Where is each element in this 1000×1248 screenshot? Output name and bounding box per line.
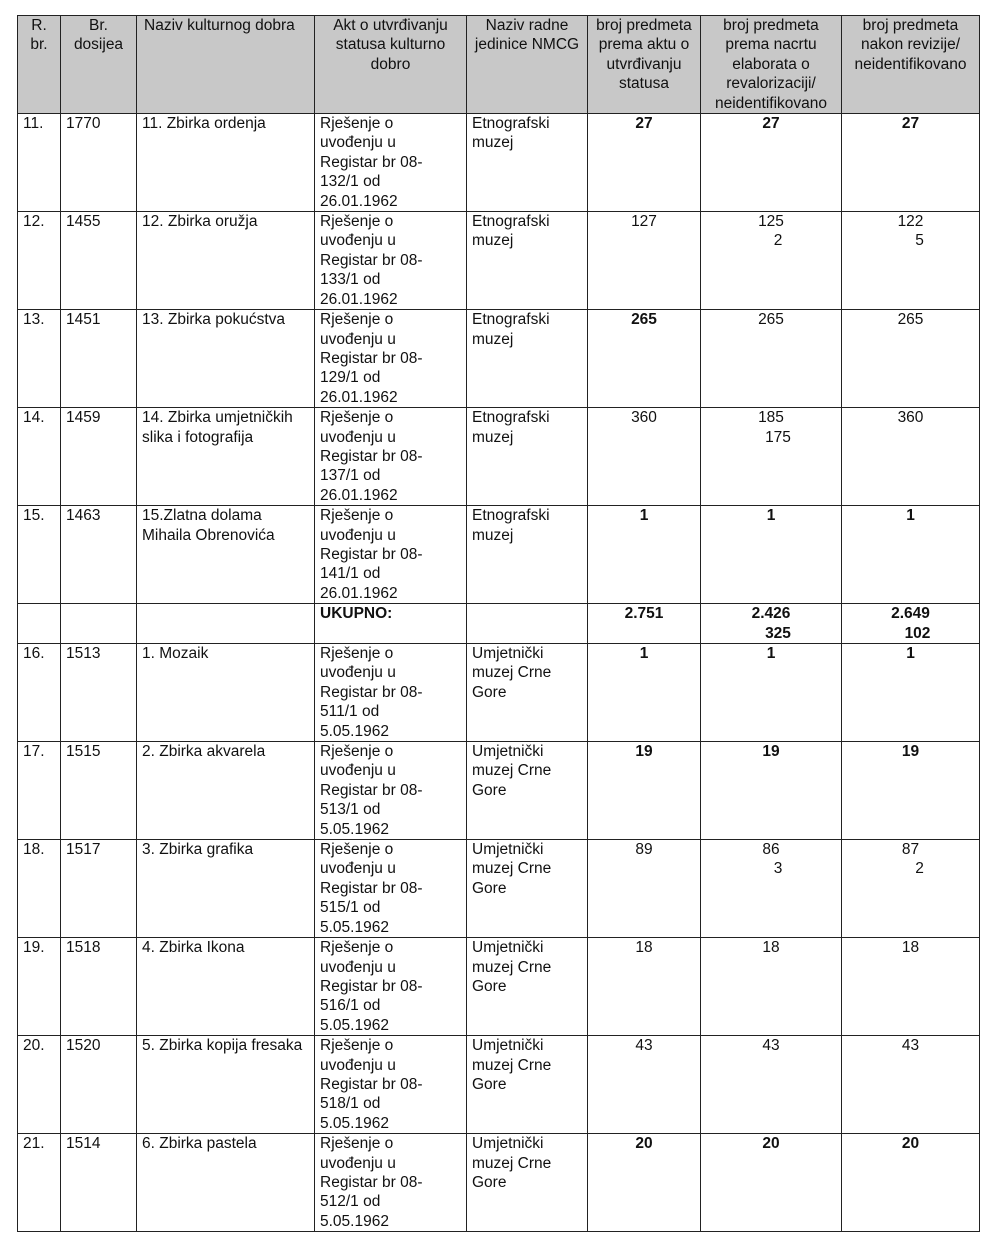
count-by-draft: [701, 938, 842, 1036]
header-akt: Akt o utvrđivanju statusa kulturno dobro: [315, 16, 467, 114]
row-number: 13.: [18, 310, 61, 408]
total-empty: [61, 604, 137, 644]
count-by-act: 1: [588, 644, 701, 742]
status-act-line: 511/1 od: [320, 703, 380, 721]
unit-name: Umjetnički muzej Crne Gore: [467, 644, 588, 742]
status-act-line: uvođenju u: [320, 428, 396, 446]
count-by-draft-value: 20: [762, 1135, 780, 1153]
count-by-draft: [701, 212, 842, 310]
status-act-line: Rješenje o: [320, 841, 394, 859]
status-act-line: Rješenje o: [320, 939, 394, 957]
row-number: 20.: [18, 1036, 61, 1134]
count-after-revision: [842, 212, 980, 310]
row-number: 19.: [18, 938, 61, 1036]
table-row: [18, 310, 980, 408]
status-act-line: 515/1 od: [320, 899, 381, 917]
table-row: [18, 1134, 980, 1232]
header-dosije: Br. dosijea: [61, 16, 137, 114]
status-act-line: Rješenje o: [320, 507, 394, 525]
dossier-number: 1459: [61, 408, 137, 506]
unit-name: Umjetnički muzej Crne Gore: [467, 938, 588, 1036]
header-rbr: R. br.: [18, 16, 61, 114]
status-act-line: Registar br 08-: [320, 251, 423, 269]
total-count-after-revision-value: 2.649: [891, 605, 930, 623]
dossier-number: 1517: [61, 840, 137, 938]
unit-name: Umjetnički muzej Crne Gore: [467, 1036, 588, 1134]
count-by-draft-unidentified: 175: [765, 428, 791, 446]
unit-name: Etnografski muzej: [467, 114, 588, 212]
count-after-revision-value: 1: [906, 507, 915, 525]
table-row: [18, 212, 980, 310]
count-by-draft: [701, 742, 842, 840]
count-after-revision: [842, 742, 980, 840]
row-number: 15.: [18, 506, 61, 604]
heritage-name: 3. Zbirka grafika: [137, 840, 315, 938]
total-empty: [18, 604, 61, 644]
status-act-line: Registar br 08-: [320, 1173, 423, 1191]
count-by-draft-value: 265: [758, 311, 784, 329]
count-after-revision-unidentified: 5: [915, 232, 924, 250]
count-by-act: 19: [588, 742, 701, 840]
table-row: [18, 644, 980, 742]
table-row: [18, 114, 980, 212]
header-jedinica: Naziv radne jedinice NMCG: [467, 16, 588, 114]
unit-name: Etnografski muzej: [467, 212, 588, 310]
status-act-line: 26.01.1962: [320, 388, 398, 406]
register-table: [17, 15, 980, 1232]
header-row: [18, 16, 980, 114]
row-number: 12.: [18, 212, 61, 310]
count-after-revision-value: 20: [901, 1135, 920, 1153]
status-act-line: uvođenju u: [320, 330, 396, 348]
count-after-revision-value: 43: [901, 1037, 920, 1055]
status-act-line: 5.05.1962: [320, 1212, 389, 1230]
status-act-line: 129/1 od: [320, 369, 381, 387]
total-label: UKUPNO:: [315, 604, 467, 644]
unit-name: Etnografski muzej: [467, 408, 588, 506]
status-act-line: Registar br 08-: [320, 683, 423, 701]
status-act-line: Rješenje o: [320, 1037, 394, 1055]
count-by-act: 20: [588, 1134, 701, 1232]
status-act: [315, 840, 467, 938]
table-row: [18, 408, 980, 506]
total-count-by-draft-value: 2.426: [751, 605, 791, 623]
status-act-line: uvođenju u: [320, 134, 396, 152]
status-act-line: Registar br 08-: [320, 781, 423, 799]
count-by-draft-value: 86: [762, 841, 780, 859]
status-act-line: uvođenju u: [320, 860, 396, 878]
unit-name: Etnografski muzej: [467, 310, 588, 408]
dossier-number: 1515: [61, 742, 137, 840]
dossier-number: 1513: [61, 644, 137, 742]
status-act-line: Rješenje o: [320, 409, 394, 427]
total-count-by-act: 2.751: [588, 604, 701, 644]
count-by-draft-value: 19: [762, 743, 780, 761]
status-act: [315, 506, 467, 604]
dossier-number: 1518: [61, 938, 137, 1036]
count-by-draft: [701, 644, 842, 742]
unit-name: Umjetnički muzej Crne Gore: [467, 742, 588, 840]
total-row: [18, 604, 980, 644]
status-act-line: 5.05.1962: [320, 1114, 389, 1132]
status-act: [315, 408, 467, 506]
count-by-act: 1: [588, 506, 701, 604]
status-act-line: 5.05.1962: [320, 918, 389, 936]
status-act: [315, 212, 467, 310]
unit-name: Umjetnički muzej Crne Gore: [467, 1134, 588, 1232]
count-by-draft: [701, 840, 842, 938]
header-broj-akt: broj predmeta prema aktu o utvrđivanju statusa: [588, 16, 701, 114]
heritage-name: 1. Mozaik: [137, 644, 315, 742]
count-after-revision: [842, 114, 980, 212]
total-empty: [137, 604, 315, 644]
status-act-line: Rješenje o: [320, 311, 394, 329]
status-act-line: Registar br 08-: [320, 153, 423, 171]
count-by-draft-value: 125: [758, 213, 784, 231]
status-act-line: 518/1 od: [320, 1095, 381, 1113]
header-broj-nacrt: broj predmeta prema nacrtu elaborata o revalorizaciji/ neidentifikovano: [701, 16, 842, 114]
dossier-number: 1520: [61, 1036, 137, 1134]
count-after-revision: [842, 408, 980, 506]
count-by-draft: [701, 506, 842, 604]
status-act-line: Rješenje o: [320, 743, 394, 761]
row-number: 16.: [18, 644, 61, 742]
heritage-name: 6. Zbirka pastela: [137, 1134, 315, 1232]
dossier-number: 1770: [61, 114, 137, 212]
heritage-name: 12. Zbirka oružja: [137, 212, 315, 310]
count-by-act: 127: [588, 212, 701, 310]
total-count-after-revision: [842, 604, 980, 644]
status-act: [315, 1134, 467, 1232]
heritage-name: 15.Zlatna dolama Mihaila Obrenovića: [137, 506, 315, 604]
count-by-draft: [701, 1134, 842, 1232]
header-naziv: Naziv kulturnog dobra: [137, 16, 315, 114]
count-by-act: 27: [588, 114, 701, 212]
count-by-draft: [701, 1036, 842, 1134]
count-by-act: 360: [588, 408, 701, 506]
heritage-name: 11. Zbirka ordenja: [137, 114, 315, 212]
status-act: [315, 310, 467, 408]
status-act-line: 5.05.1962: [320, 722, 389, 740]
count-by-act: 89: [588, 840, 701, 938]
status-act-line: Rješenje o: [320, 213, 394, 231]
heritage-name: 4. Zbirka Ikona: [137, 938, 315, 1036]
status-act: [315, 938, 467, 1036]
row-number: 11.: [18, 114, 61, 212]
count-by-draft-value: 185: [758, 409, 784, 427]
total-count-by-draft: [701, 604, 842, 644]
status-act-line: Rješenje o: [320, 1135, 394, 1153]
dossier-number: 1455: [61, 212, 137, 310]
count-after-revision-value: 19: [901, 743, 920, 761]
header-broj-revizija: broj predmeta nakon revizije/ neidentifikovano: [842, 16, 980, 114]
unit-name: Umjetnički muzej Crne Gore: [467, 840, 588, 938]
status-act-line: uvođenju u: [320, 664, 396, 682]
status-act-line: uvođenju u: [320, 232, 396, 250]
status-act: [315, 644, 467, 742]
count-after-revision-value: 360: [897, 409, 924, 427]
status-act-line: 26.01.1962: [320, 486, 398, 504]
dossier-number: 1463: [61, 506, 137, 604]
status-act-line: 5.05.1962: [320, 1016, 389, 1034]
table-row: [18, 1036, 980, 1134]
count-by-draft-value: 1: [766, 507, 776, 525]
status-act-line: 512/1 od: [320, 1193, 381, 1211]
row-number: 14.: [18, 408, 61, 506]
status-act-line: 26.01.1962: [320, 192, 398, 210]
count-by-draft-unidentified: 2: [773, 232, 783, 250]
status-act-line: uvođenju u: [320, 526, 396, 544]
status-act-line: Registar br 08-: [320, 879, 423, 897]
row-number: 21.: [18, 1134, 61, 1232]
total-count-by-draft-unidentified: 325: [765, 624, 791, 642]
count-by-act: 18: [588, 938, 701, 1036]
status-act-line: uvođenju u: [320, 1154, 396, 1172]
table-row: [18, 840, 980, 938]
status-act-line: uvođenju u: [320, 1056, 396, 1074]
status-act-line: 516/1 od: [320, 997, 381, 1015]
status-act-line: Registar br 08-: [320, 1075, 423, 1093]
status-act-line: uvođenju u: [320, 958, 396, 976]
status-act-line: 141/1 od: [320, 565, 381, 583]
count-after-revision-value: 18: [901, 939, 920, 957]
table-row: [18, 938, 980, 1036]
status-act-line: 133/1 od: [320, 271, 381, 289]
count-after-revision-value: 122: [897, 213, 924, 231]
count-by-draft: [701, 114, 842, 212]
count-by-draft-value: 43: [762, 1037, 780, 1055]
total-empty: [467, 604, 588, 644]
status-act-line: Registar br 08-: [320, 545, 423, 563]
status-act-line: 26.01.1962: [320, 584, 398, 602]
count-after-revision-value: 87: [901, 841, 920, 859]
count-after-revision: [842, 938, 980, 1036]
table-row: [18, 742, 980, 840]
status-act-line: Registar br 08-: [320, 977, 423, 995]
unit-name: Etnografski muzej: [467, 506, 588, 604]
status-act-line: Registar br 08-: [320, 349, 423, 367]
count-by-draft-value: 1: [766, 645, 776, 662]
status-act: [315, 114, 467, 212]
status-act-line: Rješenje o: [320, 645, 394, 662]
status-act-line: 26.01.1962: [320, 290, 398, 308]
count-after-revision: [842, 1036, 980, 1134]
count-by-draft: [701, 310, 842, 408]
count-by-act: 265: [588, 310, 701, 408]
count-after-revision-value: 27: [901, 115, 920, 133]
count-after-revision-value: 265: [897, 311, 924, 329]
count-after-revision-value: 1: [906, 645, 915, 662]
count-after-revision: [842, 506, 980, 604]
row-number: 18.: [18, 840, 61, 938]
status-act-line: 137/1 od: [320, 467, 381, 485]
status-act: [315, 742, 467, 840]
count-by-draft-value: 18: [762, 939, 780, 957]
status-act: [315, 1036, 467, 1134]
dossier-number: 1451: [61, 310, 137, 408]
status-act-line: Rješenje o: [320, 115, 394, 133]
status-act-line: uvođenju u: [320, 762, 396, 780]
total-count-after-revision-unidentified: 102: [904, 624, 931, 642]
count-after-revision: [842, 310, 980, 408]
heritage-name: 14. Zbirka umjetničkih slika i fotografija: [137, 408, 315, 506]
status-act-line: Registar br 08-: [320, 447, 423, 465]
count-after-revision: [842, 644, 980, 742]
count-by-draft-unidentified: 3: [773, 860, 783, 878]
status-act-line: 513/1 od: [320, 801, 381, 819]
heritage-name: 13. Zbirka pokućstva: [137, 310, 315, 408]
heritage-name: 5. Zbirka kopija fresaka: [137, 1036, 315, 1134]
status-act-line: 132/1 od: [320, 173, 381, 191]
status-act-line: 5.05.1962: [320, 820, 389, 838]
count-after-revision: [842, 840, 980, 938]
count-by-draft: [701, 408, 842, 506]
count-by-act: 43: [588, 1036, 701, 1134]
dossier-number: 1514: [61, 1134, 137, 1232]
count-by-draft-value: 27: [762, 115, 780, 133]
count-after-revision-unidentified: 2: [915, 860, 924, 878]
count-after-revision: [842, 1134, 980, 1232]
heritage-name: 2. Zbirka akvarela: [137, 742, 315, 840]
table-row: [18, 506, 980, 604]
row-number: 17.: [18, 742, 61, 840]
